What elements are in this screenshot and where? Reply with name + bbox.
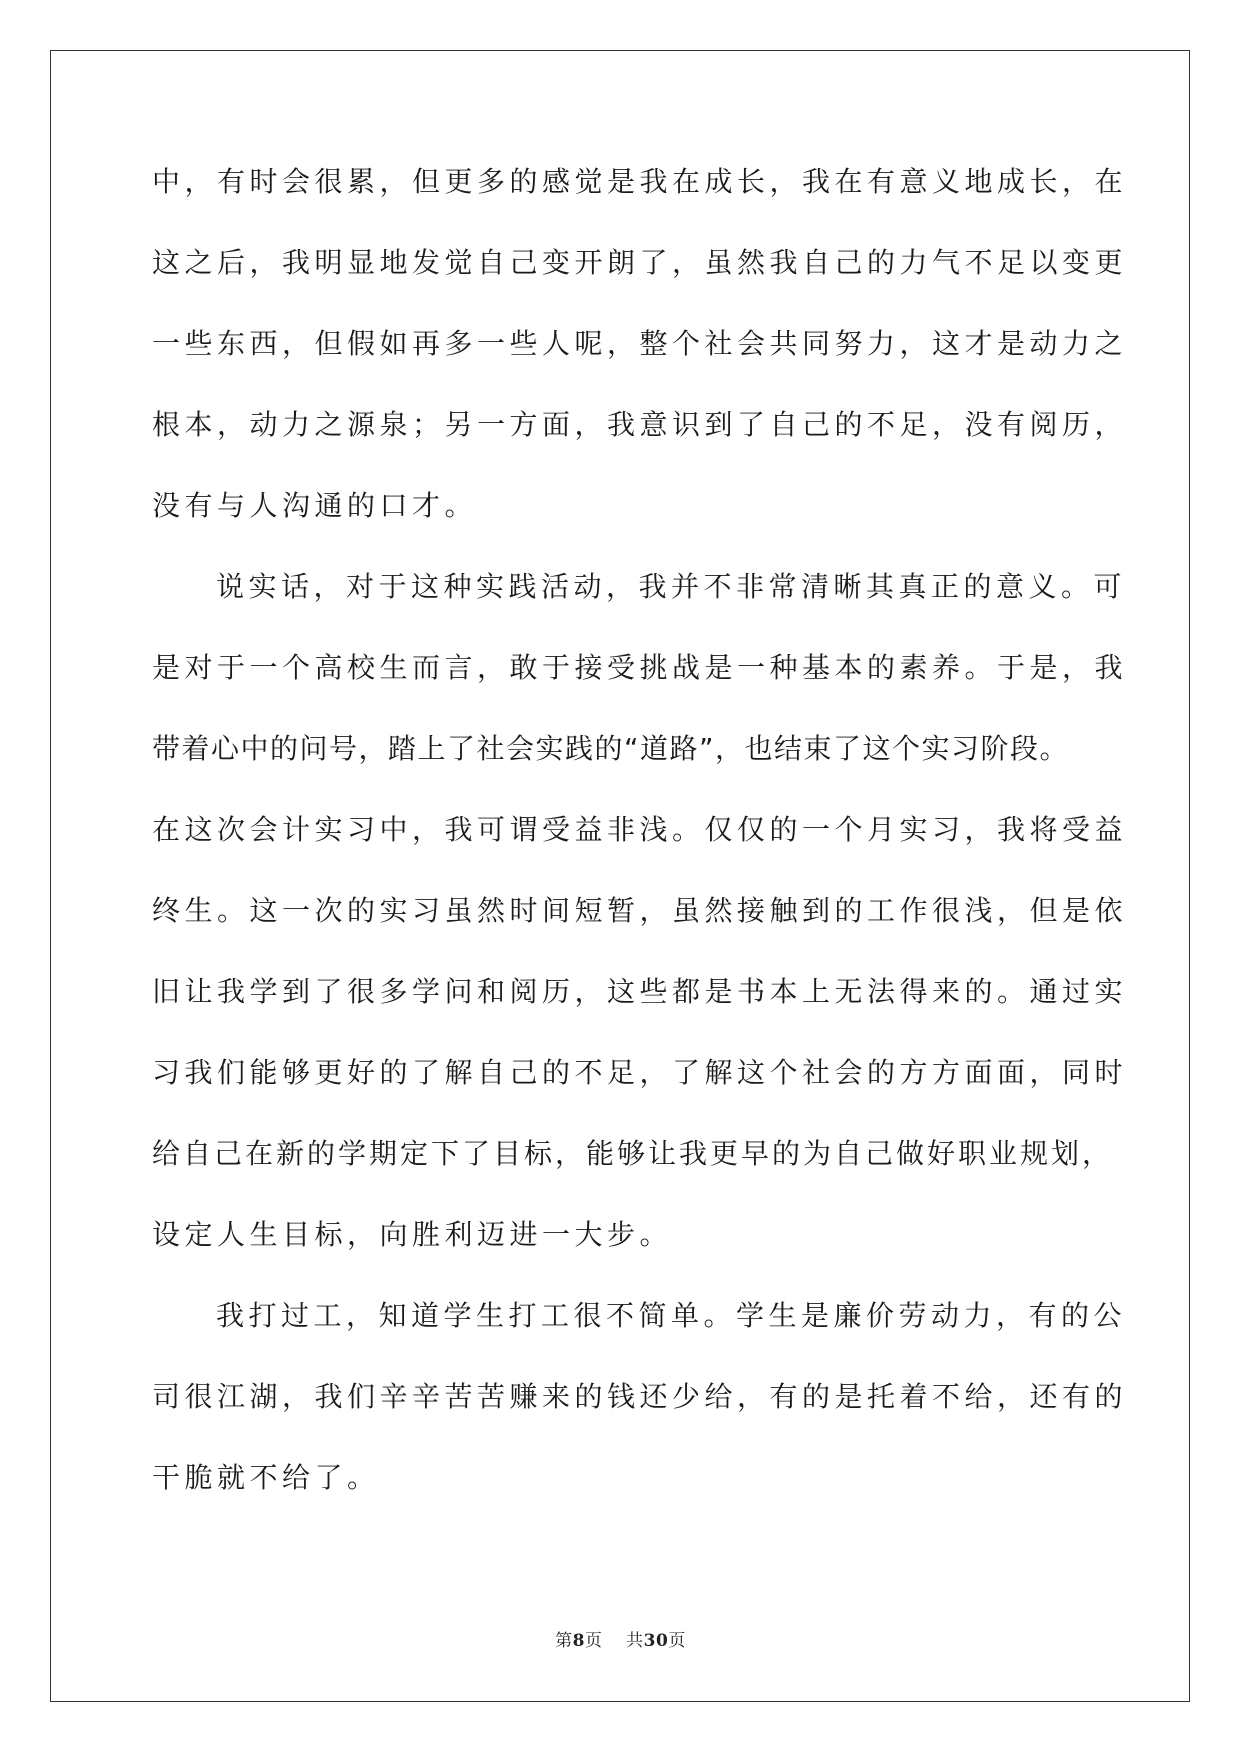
text-line: 旧让我学到了很多学问和阅历，这些都是书本上无法得来的。通过实	[152, 975, 1128, 1008]
total-suffix: 页	[668, 1631, 686, 1651]
page-prefix: 第	[555, 1631, 573, 1651]
document-body	[152, 162, 1128, 1539]
paragraph-start-line: 说实话，对于这种实践活动，我并不非常清晰其真正的意义。可	[216, 570, 1127, 603]
text-line: 中，有时会很累，但更多的感觉是我在成长，我在有意义地成长，在	[152, 165, 1128, 198]
text-line: 一些东西，但假如再多一些人呢，整个社会共同努力，这才是动力之	[152, 327, 1128, 360]
text-line: 终生。这一次的实习虽然时间短暂，虽然接触到的工作很浅，但是依	[152, 894, 1128, 927]
page-current: 8	[572, 1631, 586, 1651]
total-prefix: 共	[626, 1631, 644, 1651]
text-line: 这之后，我明显地发觉自己变开朗了，虽然我自己的力气不足以变更	[152, 246, 1128, 279]
text-line: 设定人生目标，向胜利迈进一大步。	[152, 1218, 673, 1251]
text-line: 带着心中的问号，踏上了社会实践的“道路”，也结束了这个实习阶段。	[152, 732, 1070, 765]
text-line: 习我们能够更好的了解自己的不足，了解这个社会的方方面面，同时	[152, 1056, 1128, 1089]
page-suffix: 页	[585, 1631, 603, 1651]
paragraph-start-line: 我打过工，知道学生打工很不简单。学生是廉价劳动力，有的公	[216, 1299, 1127, 1332]
text-line: 司很江湖，我们辛辛苦苦赚来的钱还少给，有的是托着不给，还有的	[152, 1380, 1128, 1413]
text-line: 在这次会计实习中，我可谓受益非浅。仅仅的一个月实习，我将受益	[152, 813, 1128, 846]
text-line: 是对于一个高校生而言，敢于接受挑战是一种基本的素养。于是，我	[152, 651, 1128, 684]
text-line: 根本，动力之源泉；另一方面，我意识到了自己的不足，没有阅历，	[152, 408, 1128, 441]
text-line: 没有与人沟通的口才。	[152, 489, 478, 522]
page-total: 30	[643, 1631, 669, 1651]
text-line: 给自己在新的学期定下了目标，能够让我更早的为自己做好职业规划，	[152, 1137, 1114, 1170]
text-line: 干脆就不给了。	[152, 1461, 380, 1494]
page-footer	[0, 1626, 1241, 1651]
